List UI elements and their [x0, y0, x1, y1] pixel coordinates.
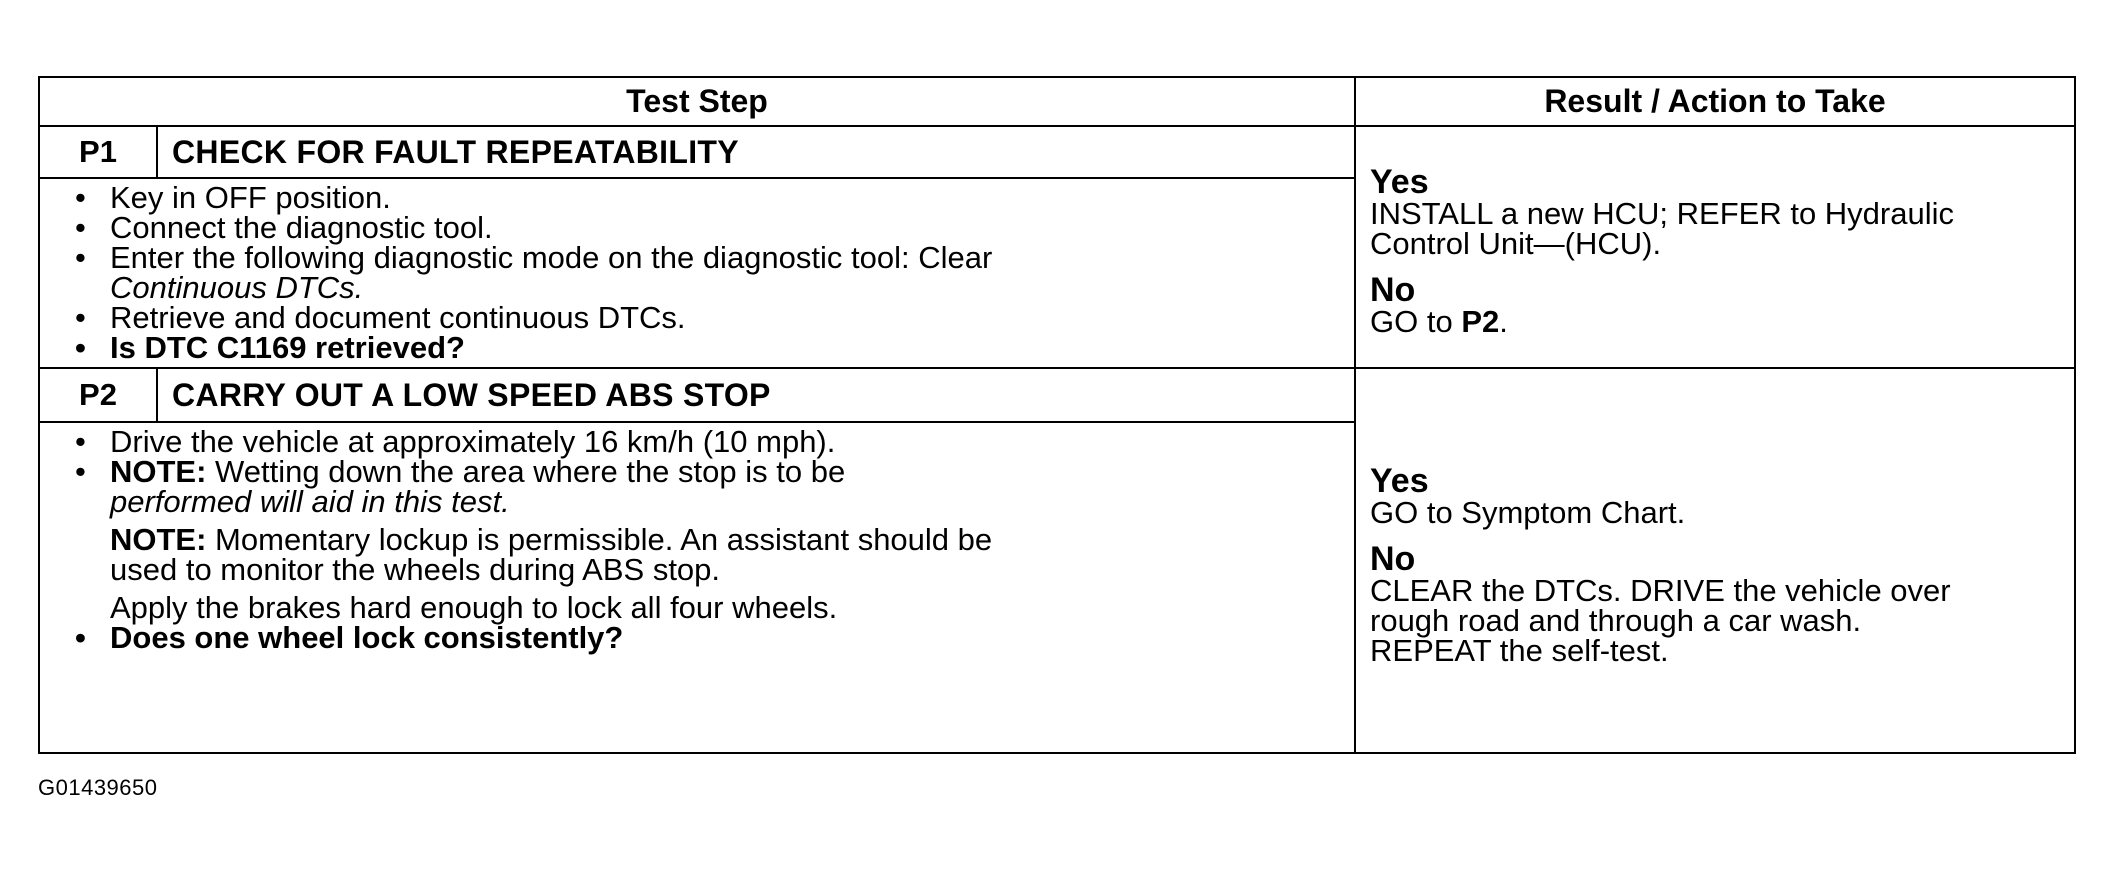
- list-item: • Key in OFF position.: [75, 180, 391, 215]
- list-item: • NOTE: Wetting down the area where the stop is to be performed will aid in this test.: [75, 454, 846, 519]
- figure-id: G01439650: [38, 775, 158, 800]
- header-result-action: Result / Action to Take: [1355, 77, 2075, 126]
- diagnostic-table: [38, 76, 2076, 754]
- list-item: • Drive the vehicle at approximately 16 km/h (10 mph).: [75, 424, 836, 459]
- list-item: • Retrieve and document continuous DTCs.: [75, 300, 686, 335]
- list-item-question: • Is DTC C1169 retrieved?: [75, 330, 465, 365]
- list-item: • Enter the following diagnostic mode on the diagnostic tool: Clear Continuous DTCs.: [75, 240, 993, 305]
- result-yes-label: Yes: [1370, 461, 1429, 500]
- step-title-p2: CARRY OUT A LOW SPEED ABS STOP: [157, 368, 1355, 422]
- step-id-p1: P1: [39, 126, 157, 178]
- result-no-text: GO to P2.: [1370, 304, 1508, 339]
- result-yes-label: Yes: [1370, 163, 1429, 201]
- list-item-question: • Does one wheel lock consistently?: [75, 620, 624, 655]
- instruction-paragraph: Apply the brakes hard enough to lock all four wheels.: [110, 590, 838, 625]
- header-test-step: Test Step: [39, 77, 1355, 126]
- result-p2: [1355, 368, 2075, 753]
- result-no-text: rough road and through a car wash.: [1370, 602, 1862, 638]
- result-no-label: No: [1370, 271, 1416, 309]
- step-title-p1: CHECK FOR FAULT REPEATABILITY: [157, 126, 1355, 178]
- steps-p1: [39, 178, 1355, 368]
- result-no-label: No: [1370, 539, 1416, 578]
- result-no-text: CLEAR the DTCs. DRIVE the vehicle over: [1370, 572, 1951, 608]
- result-p1: [1355, 126, 2075, 368]
- result-yes-text: INSTALL a new HCU; REFER to Hydraulic: [1370, 196, 1955, 231]
- list-item: • Connect the diagnostic tool.: [75, 210, 493, 245]
- result-no-text: REPEAT the self-test.: [1370, 632, 1669, 668]
- result-no-target: P2: [1461, 304, 1500, 339]
- note-paragraph: NOTE: Momentary lockup is permissible. An assistant should be used to monitor the wheels during ABS stop.: [110, 522, 993, 587]
- result-yes-text: GO to Symptom Chart.: [1370, 494, 1686, 530]
- steps-p2: [39, 422, 1355, 753]
- result-yes-text: Control Unit—(HCU).: [1370, 226, 1662, 261]
- step-id-p2: P2: [39, 368, 157, 422]
